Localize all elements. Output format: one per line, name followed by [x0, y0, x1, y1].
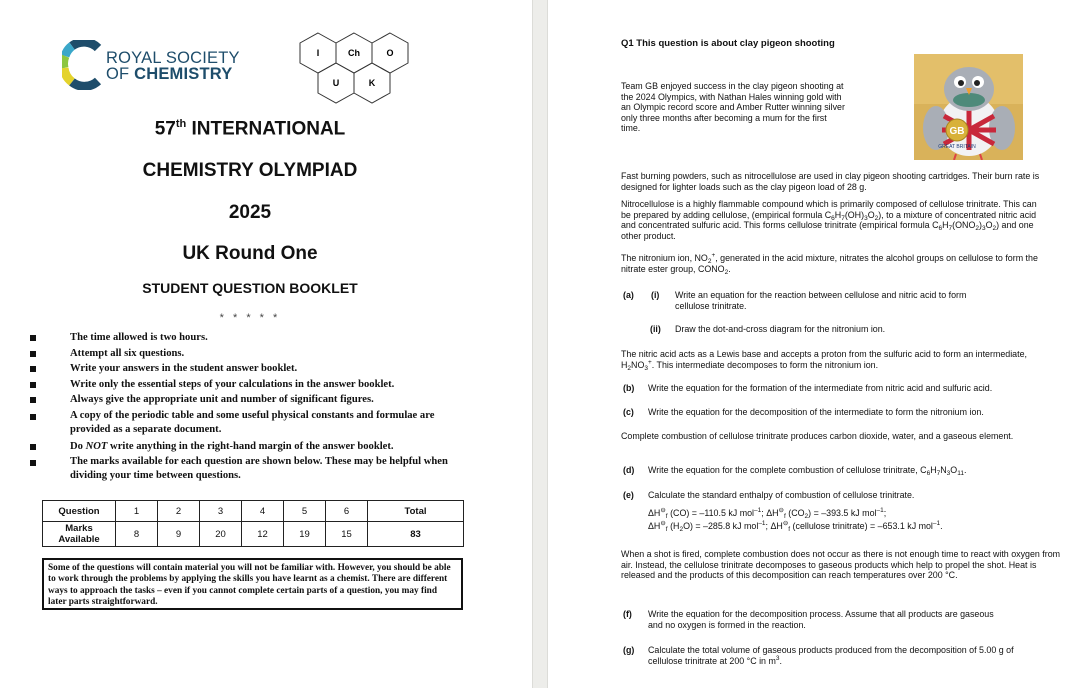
title-superscript: th	[175, 118, 187, 130]
part-f-label: (f)	[623, 609, 632, 619]
instruction-text: Write your answers in the student answer booklet.	[70, 363, 298, 375]
part-a-label: (a)	[623, 290, 634, 300]
marks-table-row-marks	[43, 522, 464, 547]
rsc-logo	[62, 40, 242, 92]
bullet-icon	[30, 351, 36, 357]
bullet-icon	[30, 460, 36, 466]
instruction-item	[30, 409, 470, 437]
part-a-ii-text: Draw the dot-and-cross diagram for the nitronium ion.	[675, 324, 886, 334]
marks-table-row-questions	[43, 501, 464, 522]
enthalpy-data-line2: $\Delta H^⊖_f$ $(H_2O) = -285.8$ kJ mol$^{-1}$; $\Delta H^⊖_f$ (cellulose trinitrate) = –653.1 kJ mol$^{-1}$.	[648, 520, 943, 533]
icho-uk-logo	[298, 30, 418, 110]
question-number: 4	[242, 501, 284, 522]
instruction-item	[30, 361, 470, 377]
marks-value: 20	[200, 522, 242, 547]
icho-cell-u: U	[332, 78, 340, 88]
header-question: Question	[43, 501, 116, 522]
instruction-text: Always give the appropriate unit and number of significant figures.	[70, 394, 374, 406]
marks-total: 83	[368, 522, 464, 547]
bullet-icon	[30, 414, 36, 420]
part-a-ii-label: (ii)	[650, 324, 661, 334]
bullet-icon	[30, 335, 36, 341]
marks-value: 8	[116, 522, 158, 547]
instruction-item	[30, 330, 470, 346]
right-page	[548, 0, 1080, 688]
bullet-icon	[30, 397, 36, 403]
instruction-item	[30, 455, 470, 483]
question-number: 2	[158, 501, 200, 522]
question-number: 6	[326, 501, 368, 522]
title-line1	[0, 118, 500, 140]
question-number: 5	[284, 501, 326, 522]
title-round: UK Round One	[182, 243, 318, 264]
marks-value: 9	[158, 522, 200, 547]
part-g-label: (g)	[623, 645, 635, 655]
rsc-logo-line2-prefix: OF	[106, 65, 135, 83]
part-e-label: (e)	[623, 490, 634, 500]
rsc-c-icon	[62, 40, 102, 90]
icho-cell-o: O	[386, 48, 394, 58]
page-gutter	[532, 0, 548, 688]
shot-paragraph: When a shot is fired, complete combustion does not occur as there is not enough time to react with oxygen from air. Instead, the cellulose trinitrate decomposes to gaseous products which help to propel the shot. Heat is released and the products of this decomposition can reach temperatures over 200 °C.	[621, 549, 1061, 581]
question-title: Q1 This question is about clay pigeon shooting	[621, 38, 835, 49]
bullet-icon	[30, 444, 36, 450]
icho-cell-i: I	[316, 48, 320, 58]
instruction-text: write anything in the right-hand margin of the answer booklet.	[107, 440, 394, 452]
marks-value: 15	[326, 522, 368, 547]
instruction-emphasis: NOT	[85, 440, 108, 452]
part-d-label: (d)	[623, 465, 635, 475]
booklet-subtitle: STUDENT QUESTION BOOKLET	[142, 280, 358, 296]
bullet-icon	[30, 366, 36, 372]
combustion-paragraph: Complete combustion of cellulose trinitrate produces carbon dioxide, water, and a gaseous element.	[621, 431, 1014, 441]
question-number: 3	[200, 501, 242, 522]
instruction-text: The marks available for each question are shown below. These may be helpful when dividing your time between questions.	[70, 456, 448, 482]
instructions-list	[30, 330, 470, 485]
instruction-item	[30, 377, 470, 393]
icho-cell-ch: Ch	[348, 48, 360, 58]
instruction-text: Attempt all six questions.	[70, 347, 185, 359]
title-international: INTERNATIONAL	[186, 118, 346, 140]
marks-value: 19	[284, 522, 326, 547]
rsc-logo-line1: ROYAL SOCIETY	[106, 49, 240, 67]
part-b-label: (b)	[623, 383, 635, 393]
instruction-text: The time allowed is two hours.	[70, 332, 208, 343]
part-e-text: Calculate the standard enthalpy of combustion of cellulose trinitrate.	[648, 490, 915, 500]
lewis-paragraph: The nitric acid acts as a Lewis base and accepts a proton from the sulfuric acid to form an intermediate, $H_2NO_3^+$. This intermediate decomposes to form the nitronium ion.	[621, 349, 1027, 372]
marks-table	[42, 500, 464, 547]
rsc-logo-line2-bold: CHEMISTRY	[134, 65, 233, 83]
question-number: 1	[116, 501, 158, 522]
header-marks-line1: Marks	[65, 523, 93, 534]
icho-cell-k: K	[368, 78, 376, 88]
marks-value: 12	[242, 522, 284, 547]
header-total: Total	[368, 501, 464, 522]
title-year: 2025	[228, 202, 272, 223]
enthalpy-data-line1: $\Delta H^⊖_f$ (CO) = –110.5 kJ mol$^{-1}$; $\Delta H^⊖_f$ $(CO_2) = -393.5$ kJ mol$^{-1}$;	[648, 507, 887, 520]
instruction-text: A copy of the periodic table and some useful physical constants and formulae are provided as a separate document.	[70, 409, 435, 435]
part-d-text: Write the equation for the complete combustion of cellulose trinitrate, $C_6H_7N_3O_{11}$.	[648, 465, 967, 477]
title-line2: CHEMISTRY OLYMPIAD	[142, 160, 358, 181]
instruction-text: Do	[70, 440, 86, 452]
nitronium-paragraph: The nitronium ion, $NO_2^+$, generated in the acid mixture, nitrates the alcohol groups on cellulose to form the nitrate ester group, $CONO_2$.	[621, 252, 1038, 276]
instruction-item	[30, 392, 470, 408]
title-number: 57	[154, 118, 176, 140]
part-a-i-label: (i)	[651, 290, 660, 300]
header-marks-line2: Available	[58, 534, 100, 545]
header-marks-available	[43, 522, 116, 547]
part-a-i-text: Write an equation for the reaction between cellulose and nitric acid to form cellulose trinitrate.	[675, 290, 967, 311]
part-f-text: Write the equation for the decomposition process. Assume that all products are gaseous and no oxygen is formed in the reaction.	[648, 609, 994, 630]
part-b-text: Write the equation for the formation of the intermediate from nitric acid and sulfuric acid.	[648, 383, 993, 393]
powders-paragraph: Fast burning powders, such as nitrocellulose are used in clay pigeon shooting cartridges. Their burn rate is designed for lighter loads such as the clay pigeon load of 28 g.	[621, 171, 1040, 192]
part-c-text: Write the equation for the decomposition of the intermediate to form the nitronium ion.	[648, 407, 984, 417]
instruction-item	[30, 346, 470, 362]
left-page	[0, 0, 532, 688]
nitrocellulose-paragraph: Nitrocellulose is a highly flammable compound which is primarily composed of cellulose trinitrate. This can be prepared by adding cellulose, (empirical formula $C_6H_7(OH)_3O_2$), to a mixture of concentrated nitric acid and concentrated sulfuric acid. This forms cellulose trinitrate (empirical formula $C_6H_7(ONO_2)_3O_2$) and one other product.	[621, 199, 1037, 241]
medal-text: GB	[949, 126, 965, 137]
intro-paragraph: Team GB enjoyed success in the clay pigeon shooting at the 2024 Olympics, with Nathan Hales winning gold with an Olympic record score and Amber Rutter winning silver only three months after becoming a mum for the first time.	[621, 81, 845, 134]
stars-divider: * * * * *	[219, 312, 281, 324]
bullet-icon	[30, 382, 36, 388]
instruction-item	[30, 439, 470, 455]
instruction-text: Write only the essential steps of your calculations in the answer booklet.	[70, 378, 395, 390]
part-g-text: Calculate the total volume of gaseous products produced from the decomposition of 5.00 g of cellulose trinitrate at 200 °C in $m^3$.	[648, 645, 1014, 666]
part-c-label: (c)	[623, 407, 634, 417]
shirt-banner-text: GREAT BRITAIN	[938, 144, 976, 150]
pigeon-mascot-image	[914, 54, 1023, 160]
notice-box: Some of the questions will contain material you will not be familiar with. However, you should be able to work through the problems by applying the skills you have learnt as a chemist. There are different ways to approach the tasks – even if you cannot complete certain parts of a question, you may find later parts straightforward.	[42, 558, 463, 610]
